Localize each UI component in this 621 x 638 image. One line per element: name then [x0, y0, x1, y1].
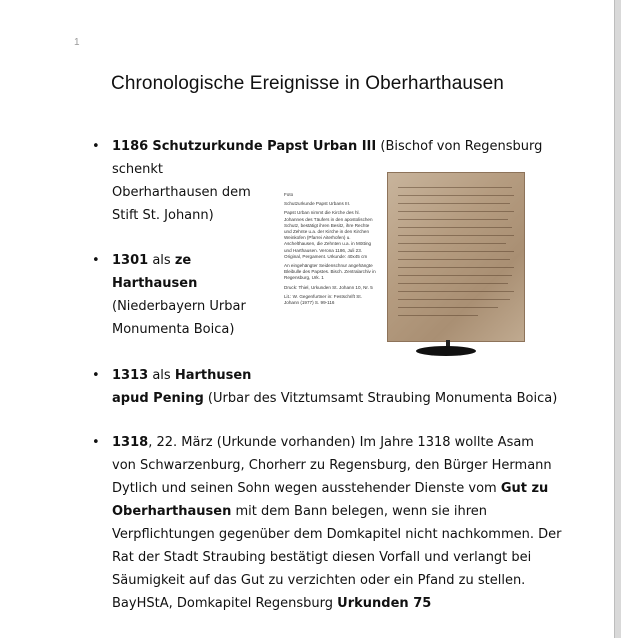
item-emphasis: Urkunden 75 [337, 596, 432, 611]
item-line [112, 387, 582, 410]
list-item-1318 [112, 431, 592, 615]
bullet-icon: • [92, 435, 100, 450]
item-line: Stift St. Johann) [112, 208, 214, 223]
page-title: Chronologische Ereignisse in Oberharthausen [111, 73, 504, 94]
item-line: schenkt [112, 162, 164, 177]
item-line [112, 272, 272, 295]
caption-line: An eingehängter Seidenschnur angehängte Bleibulle des Papstes. Bisch. Zentralarchiv in Regensburg, Urk. 1 [284, 263, 376, 281]
caption-line: Papst Urban nimmt die Kirche des hl. Johannes des Täufers in den apostolischen Schutz, bestätigt ihren Besitz, ihre Rechte und Zehnte u.a. der Kirche in den Kirchen Weinkofen (Pfarrei Aiterhofen) u. Aschelthausen, die Zehnten u.a. in Mötting und Harthausen. Verona 1186, Juli 23. Original, Pergament. Urkunde: 40x45 cm [284, 210, 373, 259]
item-place: Harthausen [112, 276, 198, 291]
item-year: 1301 [112, 253, 149, 268]
item-line [112, 477, 592, 500]
item-line [112, 500, 592, 523]
caption-line: Schutzurkunde Papst Urbans III. [284, 201, 351, 207]
item-text: als [148, 368, 175, 383]
item-title: Schutzurkunde Papst Urban III [152, 139, 377, 154]
item-place: Harthusen [174, 368, 252, 383]
list-item-1301 [112, 249, 272, 341]
bullet-icon: • [92, 253, 100, 268]
item-text: als [148, 253, 175, 268]
item-text: (Bischof von Regensburg [376, 139, 543, 154]
caption-line: Druck: Thiel, Urkunden St. Johann 10, Nr. 5 [284, 284, 373, 290]
item-line [112, 431, 592, 454]
item-line [112, 135, 552, 158]
item-text: (Urbar des Vitztumsamt Straubing Monumenta Boica) [203, 391, 558, 406]
item-line: Verpflichtungen gegenüber dem Domkapitel nicht nachkommen. Der [112, 527, 562, 542]
item-text: mit dem Bann belegen, wenn sie ihren [231, 504, 488, 519]
item-emphasis: Oberharthausen [112, 504, 232, 519]
item-text: BayHStA, Domkapitel Regensburg [112, 596, 338, 611]
charter-image [276, 170, 528, 372]
item-year: 1318 [112, 435, 149, 450]
item-place: apud Pening [112, 391, 204, 406]
item-year: 1313 [112, 368, 149, 383]
item-place: ze [174, 253, 192, 268]
item-line: Säumigkeit auf das Gut zu verzichten oder ein Pfand zu stellen. [112, 573, 526, 588]
parchment-photo [387, 172, 525, 342]
item-line: Rat der Stadt Straubing bestätigt diesen Vorfall und verlangt bei [112, 550, 532, 565]
item-text: , 22. März (Urkunde vorhanden) Im Jahre 1318 wollte Asam [148, 435, 534, 450]
item-year: 1186 [112, 139, 149, 154]
item-line: Oberharthausen dem [112, 185, 251, 200]
item-text: Dytlich und seinen Sohn wegen ausstehender Dienste vom [112, 481, 501, 496]
item-emphasis: Gut zu [500, 481, 549, 496]
item-line: Monumenta Boica) [112, 322, 235, 337]
bullet-icon: • [92, 139, 100, 154]
bullet-icon: • [92, 368, 100, 383]
charter-caption [284, 192, 376, 309]
item-line [112, 249, 272, 272]
caption-line: Foto [284, 192, 294, 197]
caption-line: Lit.: W. Gegenfurtner in: Festschrift St. Johann (1977) S. 99-116 [284, 293, 362, 306]
item-line: (Niederbayern Urbar [112, 299, 246, 314]
page-number: 1 [74, 37, 80, 48]
page-edge [614, 0, 621, 638]
item-line [112, 592, 592, 615]
item-line: von Schwarzenburg, Chorherr zu Regensburg, den Bürger Hermann [112, 458, 552, 473]
seal-icon [416, 346, 476, 356]
